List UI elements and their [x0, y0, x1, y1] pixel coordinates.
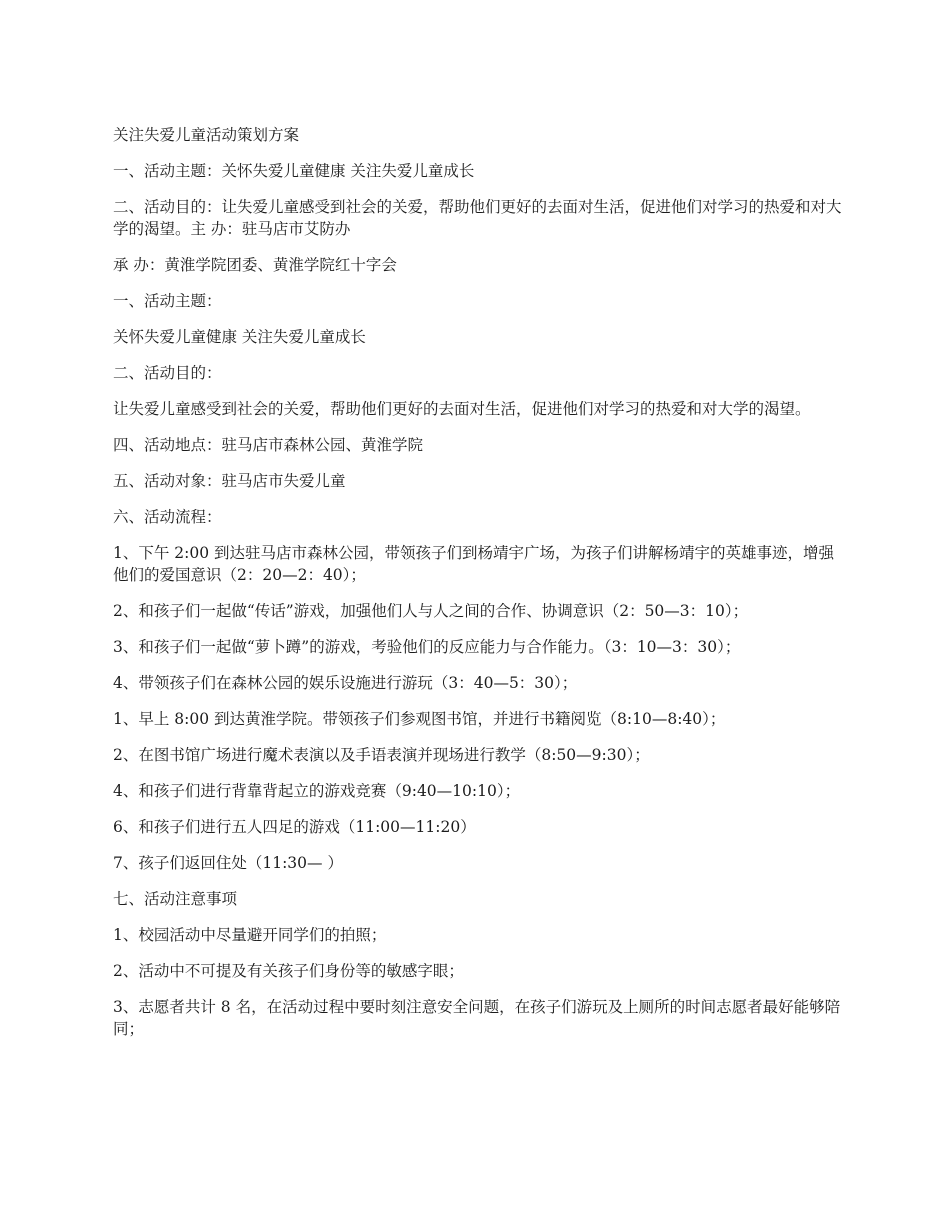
list-item: 6、和孩子们进行五人四足的游戏（11:00—11:20）	[113, 818, 476, 836]
list-item: 3、和孩子们一起做“萝卜蹲”的游戏，考验他们的反应能力与合作能力。（3：10—3：30）；	[113, 638, 741, 656]
section-heading-theme: 一、活动主题：	[113, 292, 222, 310]
list-item: 1、下午 2:00 到达驻马店市森林公园，带领孩子们到杨靖宇广场，为孩子们讲解杨靖宇的英雄事迹，增强他们的爱国意识（2：20—2：40）；	[113, 544, 835, 584]
paragraph-theme-text: 关怀失爱儿童健康 关注失爱儿童成长	[113, 328, 366, 346]
document-title: 关注失爱儿童活动策划方案	[113, 126, 300, 144]
section-heading-notes: 七、活动注意事项	[113, 890, 238, 908]
list-item: 2、和孩子们一起做“传话”游戏，加强他们人与人之间的合作、协调意识（2：50—3：10）；	[113, 602, 749, 620]
list-item: 3、志愿者共计 8 名，在活动过程中要时刻注意安全问题，在孩子们游玩及上厕所的时间志愿者最好能够陪同；	[113, 998, 841, 1038]
list-item: 1、校园活动中尽量避开同学们的拍照；	[113, 926, 387, 944]
list-item: 2、活动中不可提及有关孩子们身份等的敏感字眼；	[113, 962, 464, 980]
paragraph-co-organizer: 承 办：黄淮学院团委、黄淮学院红十字会	[113, 256, 397, 274]
list-item: 4、和孩子们进行背靠背起立的游戏竞赛（9:40—10:10）；	[113, 782, 521, 800]
list-item: 7、孩子们返回住处（11:30— ）	[113, 854, 343, 872]
paragraph-purpose-organizer: 二、活动目的：让失爱儿童感受到社会的关爱，帮助他们更好的去面对生活，促进他们对学习的热爱和对大学的渴望。主 办：驻马店市艾防办	[113, 198, 842, 238]
paragraph-purpose-text: 让失爱儿童感受到社会的关爱，帮助他们更好的去面对生活，促进他们对学习的热爱和对大学的渴望。	[113, 400, 811, 418]
section-heading-purpose: 二、活动目的：	[113, 364, 222, 382]
section-heading-process: 六、活动流程：	[113, 508, 222, 526]
paragraph-theme: 一、活动主题：关怀失爱儿童健康 关注失爱儿童成长	[113, 162, 475, 180]
list-item: 4、带领孩子们在森林公园的娱乐设施进行游玩（3：40—5：30）；	[113, 674, 578, 692]
document-body	[113, 124, 843, 1054]
list-item: 2、在图书馆广场进行魔术表演以及手语表演并现场进行教学（8:50—9:30）；	[113, 746, 650, 764]
paragraph-location: 四、活动地点：驻马店市森林公园、黄淮学院	[113, 436, 424, 454]
list-item: 1、早上 8:00 到达黄淮学院。带领孩子们参观图书馆，并进行书籍阅览（8:10—8:40）；	[113, 710, 726, 728]
paragraph-audience: 五、活动对象：驻马店市失爱儿童	[113, 472, 346, 490]
